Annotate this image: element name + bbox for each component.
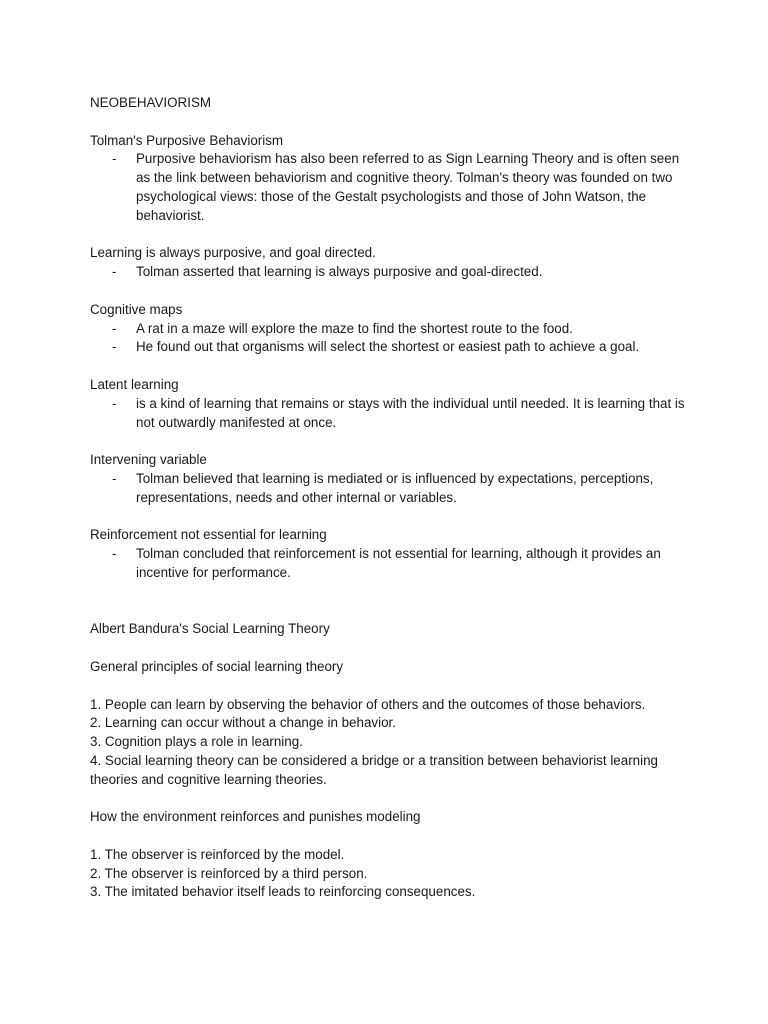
bullet-item bbox=[90, 470, 690, 508]
environment-list bbox=[90, 846, 690, 902]
bullet-text: Tolman believed that learning is mediated or is influenced by expectations, perceptions, representations, needs and other internal or variables. bbox=[136, 470, 654, 505]
bullet-item bbox=[90, 263, 690, 282]
bullet-text: He found out that organisms will select the shortest or easiest path to achieve a goal. bbox=[136, 339, 640, 355]
principles-list bbox=[90, 696, 690, 790]
section-principles-heading bbox=[90, 658, 690, 677]
numbered-item: 4. Social learning theory can be considered a bridge or a transition between behaviorist learning theories and cognitive learning theories. bbox=[90, 752, 658, 787]
numbered-item: 3. The imitated behavior itself leads to reinforcing consequences. bbox=[90, 884, 476, 900]
dash-marker: - bbox=[112, 546, 117, 562]
dash-marker: - bbox=[112, 264, 117, 280]
dash-marker: - bbox=[112, 395, 117, 411]
dash-marker: - bbox=[112, 470, 117, 486]
section-bandura-title bbox=[90, 620, 690, 639]
section-heading: Tolman's Purposive Behaviorism bbox=[90, 132, 284, 148]
section-reinforcement bbox=[90, 526, 690, 582]
section-heading: Latent learning bbox=[90, 376, 179, 392]
section-heading: Intervening variable bbox=[90, 452, 207, 468]
numbered-item: 2. Learning can occur without a change in behavior. bbox=[90, 715, 396, 731]
section-cognitive-maps bbox=[90, 301, 690, 357]
section-heading: Reinforcement not essential for learning bbox=[90, 527, 327, 543]
bullet-text: is a kind of learning that remains or stays with the individual until needed. It is learning that is not outwardly manifested at once. bbox=[136, 395, 685, 430]
section-purposive bbox=[90, 244, 690, 282]
bullet-text: A rat in a maze will explore the maze to find the shortest route to the food. bbox=[136, 320, 573, 336]
document-title: NEOBEHAVIORISM bbox=[90, 95, 212, 110]
dash-marker: - bbox=[112, 151, 117, 167]
bullet-item bbox=[90, 320, 690, 339]
numbered-item: 1. People can learn by observing the behavior of others and the outcomes of those behaviors. bbox=[90, 696, 646, 712]
bullet-item bbox=[90, 150, 690, 225]
bullet-item bbox=[90, 338, 690, 357]
document-body bbox=[90, 94, 690, 921]
numbered-item: 3. Cognition plays a role in learning. bbox=[90, 734, 303, 750]
section-intervening-variable bbox=[90, 451, 690, 507]
bullet-item bbox=[90, 545, 690, 583]
bullet-text: Tolman concluded that reinforcement is not essential for learning, although it provides an incentive for performance. bbox=[136, 546, 661, 580]
bullet-item bbox=[90, 395, 690, 433]
numbered-item: 2. The observer is reinforced by a third person. bbox=[90, 865, 368, 881]
section-heading: Learning is always purposive, and goal directed. bbox=[90, 245, 376, 261]
dash-marker: - bbox=[112, 320, 117, 336]
section-latent-learning bbox=[90, 376, 690, 432]
section-heading: How the environment reinforces and punishes modeling bbox=[90, 809, 421, 825]
bullet-text: Purposive behaviorism has also been referred to as Sign Learning Theory and is often seen as the link between behaviorism and cognitive theory. Tolman's theory was founded on two psychological views: those of the Gestalt psychologists and those of John Watson, the behaviorist. bbox=[136, 151, 680, 223]
dash-marker: - bbox=[112, 339, 117, 355]
section-heading: General principles of social learning theory bbox=[90, 658, 344, 674]
section-heading: Cognitive maps bbox=[90, 301, 183, 317]
section-heading: Albert Bandura's Social Learning Theory bbox=[90, 621, 330, 637]
spacer bbox=[90, 602, 690, 621]
bullet-text: Tolman asserted that learning is always purposive and goal-directed. bbox=[136, 264, 543, 280]
section-tolman bbox=[90, 132, 690, 226]
section-environment-heading bbox=[90, 808, 690, 827]
numbered-item: 1. The observer is reinforced by the model. bbox=[90, 846, 345, 862]
document-title-block bbox=[90, 94, 690, 113]
